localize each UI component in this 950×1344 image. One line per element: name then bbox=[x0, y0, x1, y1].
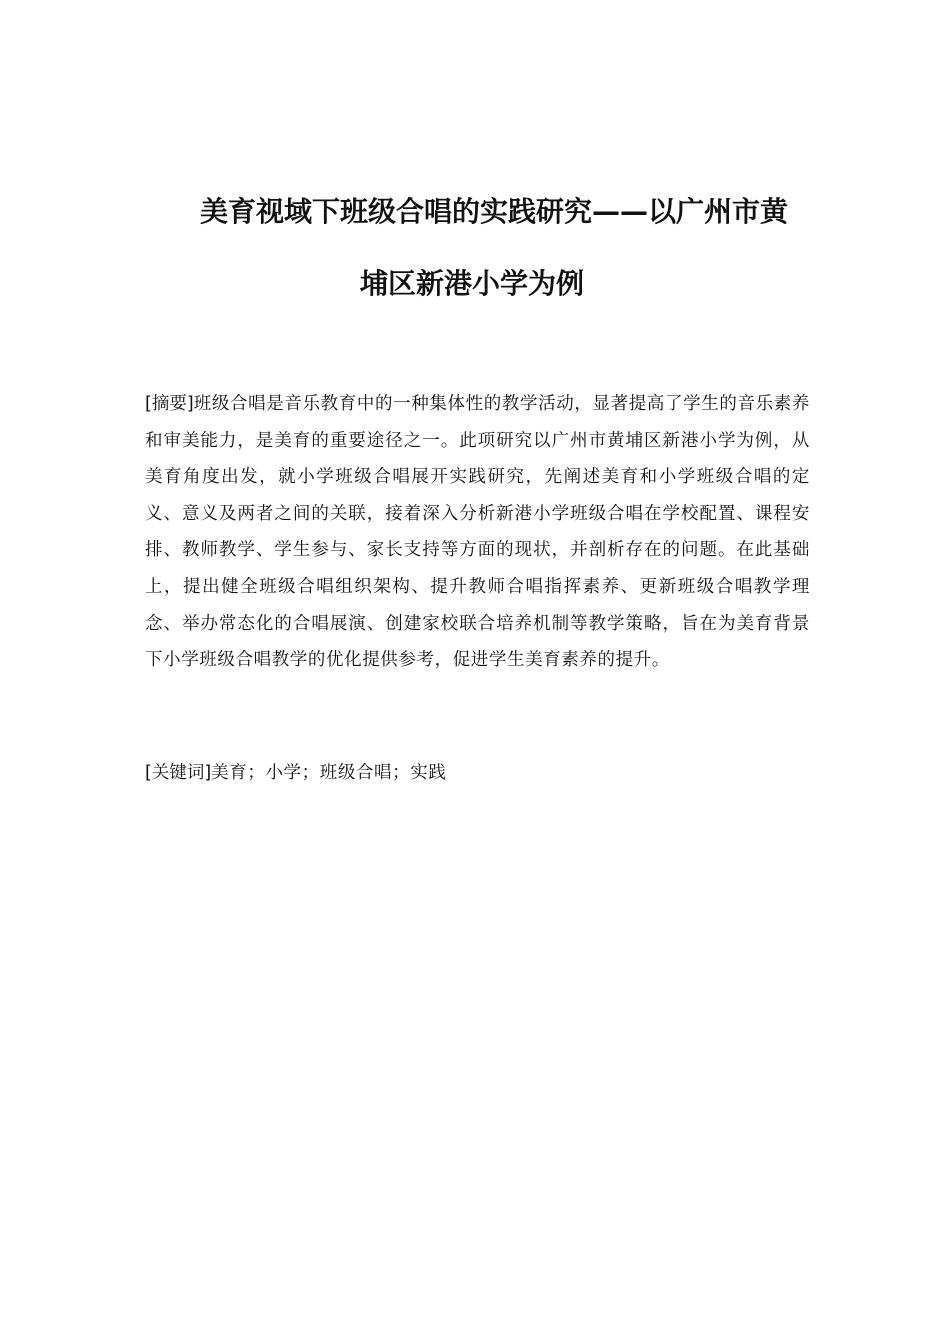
keywords-label: [关键词] bbox=[145, 763, 212, 783]
keywords-text: 美育；小学；班级合唱；实践 bbox=[211, 763, 447, 783]
abstract-label: [摘要] bbox=[145, 394, 194, 414]
keywords-line bbox=[145, 755, 810, 791]
paper-title-line-2: 埔区新港小学为例 bbox=[360, 267, 585, 300]
abstract-text: 班级合唱是音乐教育中的一种集体性的教学活动，显著提高了学生的音乐素养和审美能力，是美育的重要途径之一。此项研究以广州市黄埔区新港小学为例，从美育角度出发，就小学班级合唱展开实践研究，先阐述美育和小学班级合唱的定义、意义及两者之间的关联，接着深入分析新港小学班级合唱在学校配置、课程安排、教师教学、学生参与、家长支持等方面的现状，并剖析存在的问题。在此基础上，提出健全班级合唱组织架构、提升教师合唱指挥素养、更新班级合唱教学理念、举办常态化的合唱展演、创建家校联合培养机制等教学策略，旨在为美育背景下小学班级合唱教学的优化提供参考，促进学生美育素养的提升。 bbox=[145, 394, 810, 671]
paper-title-line-1: 美育视域下班级合唱的实践研究——以广州市黄 bbox=[200, 195, 789, 228]
abstract-paragraph bbox=[145, 386, 810, 679]
